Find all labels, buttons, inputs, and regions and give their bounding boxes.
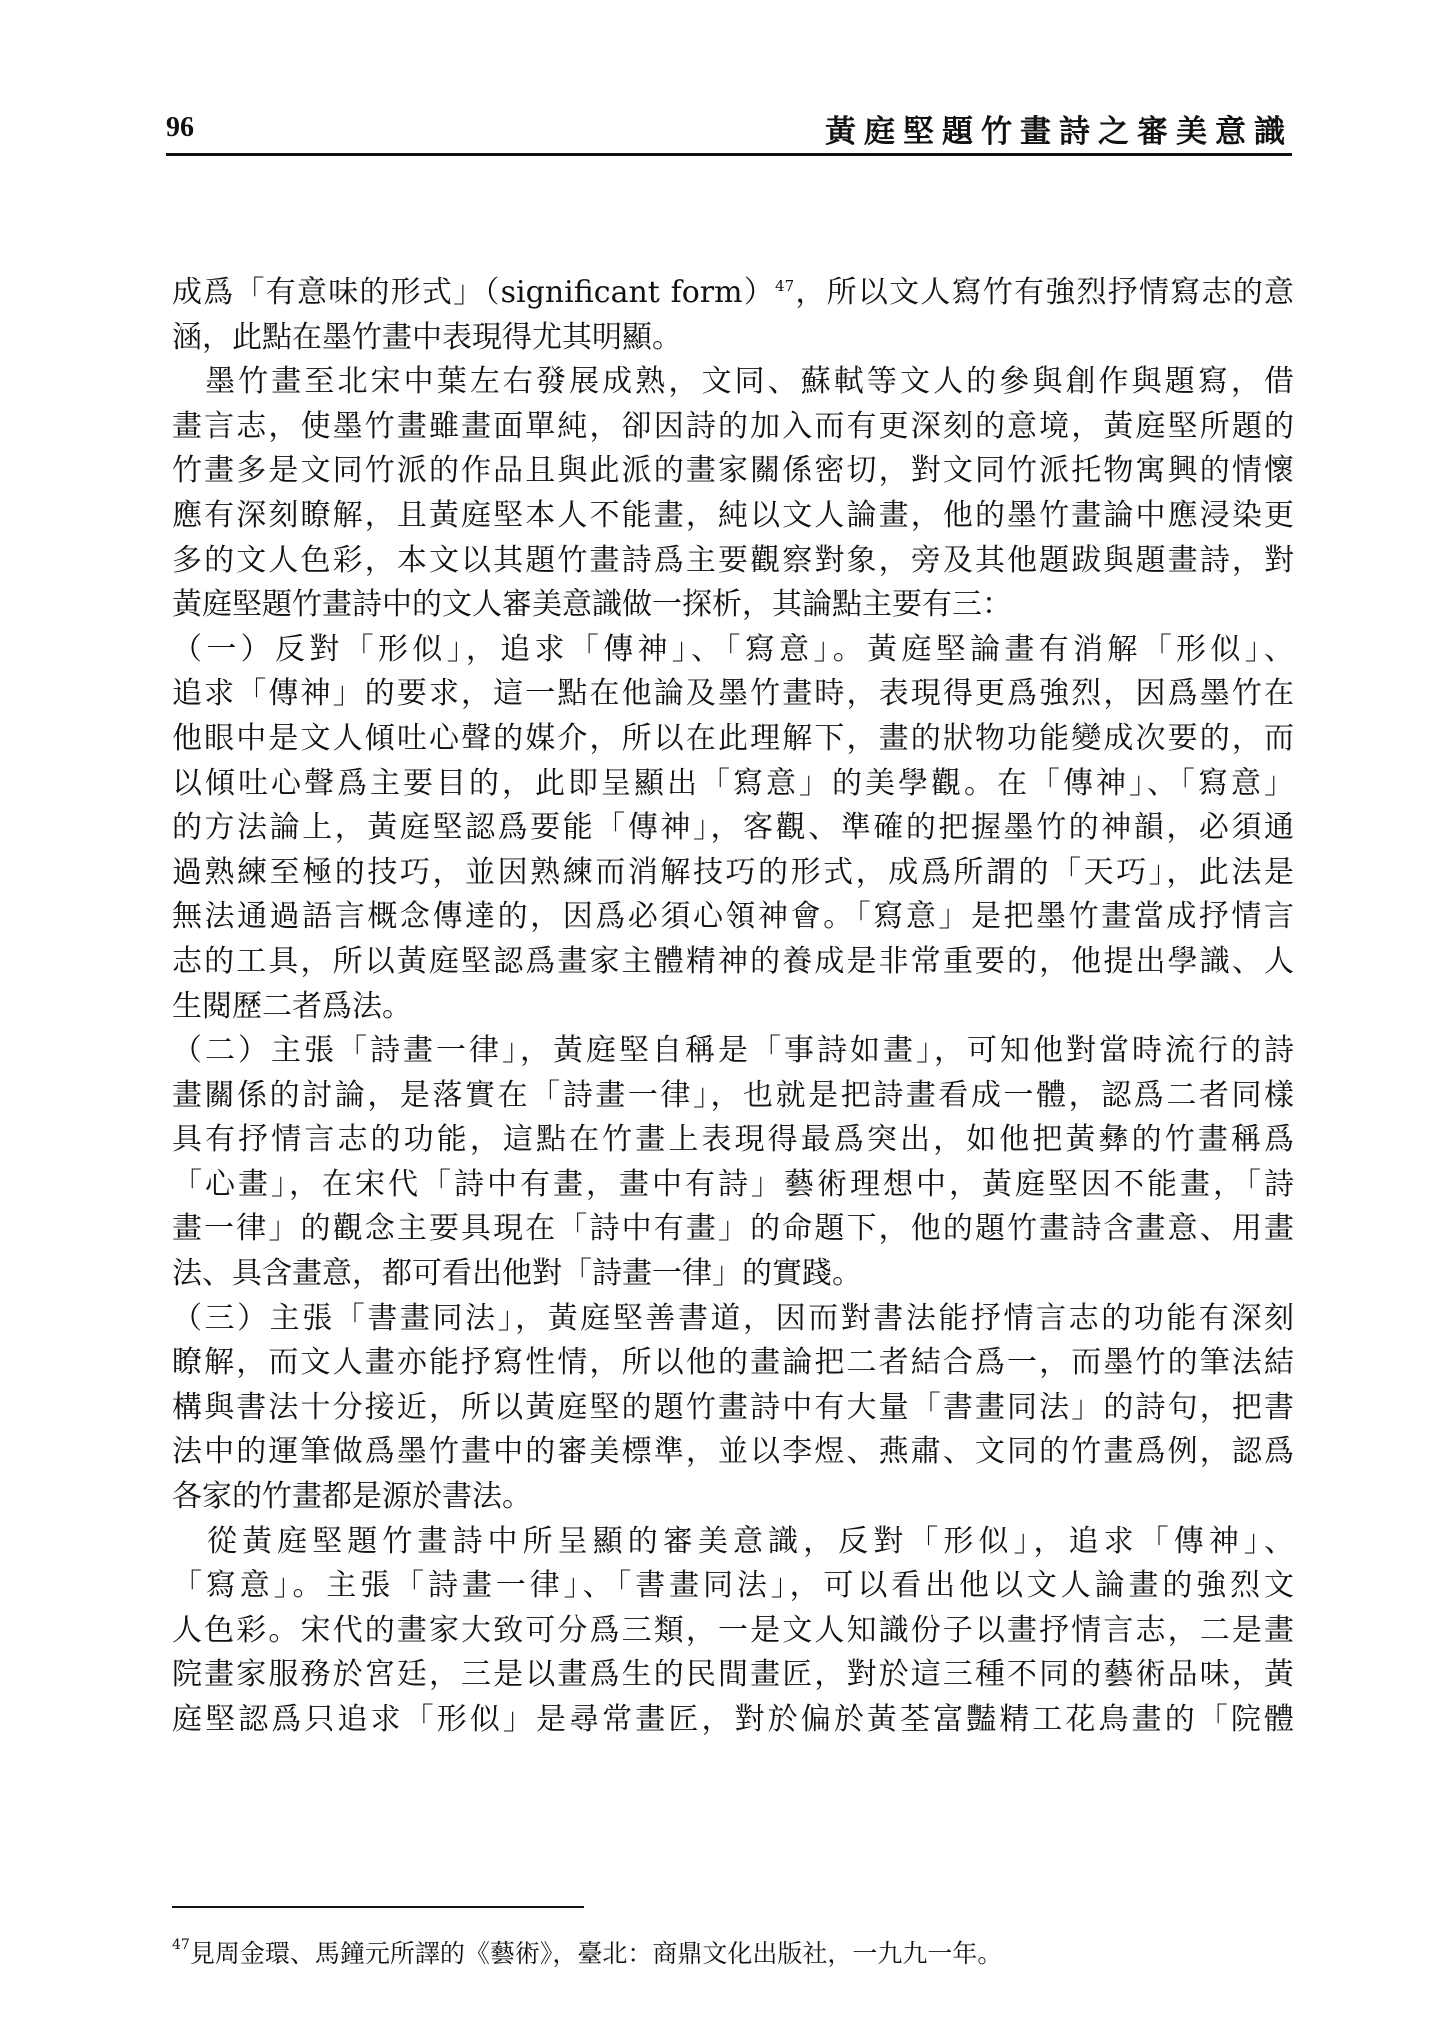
header-rule bbox=[166, 153, 1292, 156]
text-line bbox=[172, 1074, 1294, 1119]
text-line bbox=[172, 1653, 1294, 1698]
text-line-content: 畫關係的討論，是落實在「詩畫一律」，也就是把詩畫看成一體，認爲二者同樣 bbox=[172, 1077, 1294, 1113]
text-line bbox=[172, 1297, 1294, 1342]
text-line-content: 畫一律」的觀念主要具現在「詩中有畫」的命題下，他的題竹畫詩含畫意、用畫 bbox=[172, 1211, 1294, 1247]
text-line-content: 應有深刻瞭解，且黃庭堅本人不能畫，純以文人論畫，他的墨竹畫論中應浸染更 bbox=[172, 497, 1294, 533]
text-line bbox=[172, 494, 1294, 539]
text-line bbox=[172, 1698, 1294, 1743]
text-line bbox=[172, 1475, 1294, 1520]
text-line bbox=[172, 583, 1294, 628]
text-line bbox=[172, 806, 1294, 851]
text-line bbox=[172, 1252, 1294, 1297]
footnote-rule bbox=[172, 1906, 584, 1908]
text-line bbox=[172, 1207, 1294, 1252]
text-line bbox=[172, 717, 1294, 762]
footnote-number: 47 bbox=[172, 1937, 190, 1953]
text-line bbox=[172, 672, 1294, 717]
text-line bbox=[172, 628, 1294, 673]
text-line bbox=[172, 316, 1294, 361]
text-line-content: 涵，此點在墨竹畫中表現得尤其明顯。 bbox=[172, 319, 682, 355]
text-line-content: （一）反對「形似」，追求「傳神」、「寫意」。黃庭堅論畫有消解「形似」、 bbox=[172, 631, 1294, 667]
text-line bbox=[172, 449, 1294, 494]
text-line-content: 構與書法十分接近，所以黃庭堅的題竹畫詩中有大量「書畫同法」的詩句，把書 bbox=[172, 1389, 1294, 1425]
text-line-content: （二）主張「詩畫一律」，黃庭堅自稱是「事詩如畫」，可知他對當時流行的詩 bbox=[172, 1033, 1294, 1069]
text-line bbox=[172, 985, 1294, 1030]
text-line-content: （三）主張「書畫同法」，黃庭堅善書道，因而對書法能抒情言志的功能有深刻 bbox=[172, 1300, 1294, 1336]
text-line-content: 他眼中是文人傾吐心聲的媒介，所以在此理解下，畫的狀物功能變成次要的，而 bbox=[172, 720, 1294, 756]
text-line-continuation: ，所以文人寫竹有強烈抒情寫志的意 bbox=[794, 275, 1294, 310]
text-line bbox=[172, 1163, 1294, 1208]
text-line-content: 墨竹畫至北宋中葉左右發展成熟，文同、蘇軾等文人的參與創作與題寫，借 bbox=[172, 364, 1294, 400]
text-line-content: 法中的運筆做爲墨竹畫中的審美標準，並以李煜、燕肅、文同的竹畫爲例，認爲 bbox=[172, 1434, 1294, 1470]
text-line-content: 過熟練至極的技巧，並因熟練而消解技巧的形式，成爲所謂的「天巧」，此法是 bbox=[172, 854, 1294, 890]
text-line bbox=[172, 895, 1294, 940]
text-line-content: 各家的竹畫都是源於書法。 bbox=[172, 1479, 532, 1515]
text-line bbox=[172, 1430, 1294, 1475]
text-line-content: 竹畫多是文同竹派的作品且與此派的畫家關係密切，對文同竹派托物寓興的情懷 bbox=[172, 453, 1294, 489]
text-line-content: 的方法論上，黃庭堅認爲要能「傳神」，客觀、準確的把握墨竹的神韻，必須通 bbox=[172, 810, 1294, 846]
text-line bbox=[172, 851, 1294, 896]
running-title: 黃庭堅題竹畫詩之審美意識 bbox=[825, 114, 1293, 150]
text-line bbox=[172, 360, 1294, 405]
footnote bbox=[172, 1934, 1002, 1970]
text-line-content: 無法通過語言概念傳達的，因爲必須心領神會。「寫意」是把墨竹畫當成抒情言 bbox=[172, 899, 1294, 935]
text-line bbox=[172, 940, 1294, 985]
text-line-content: 畫言志，使墨竹畫雖畫面單純，卻因詩的加入而有更深刻的意境，黃庭堅所題的 bbox=[172, 408, 1294, 444]
text-line bbox=[172, 1609, 1294, 1654]
text-line bbox=[172, 1564, 1294, 1609]
text-line bbox=[172, 762, 1294, 807]
text-line-content: 瞭解，而文人畫亦能抒寫性情，所以他的畫論把二者結合爲一，而墨竹的筆法結 bbox=[172, 1345, 1294, 1381]
text-line bbox=[172, 271, 1294, 316]
text-line-content: 追求「傳神」的要求，這一點在他論及墨竹畫時，表現得更爲強烈，因爲墨竹在 bbox=[172, 676, 1294, 712]
text-line-content: 法、具含畫意，都可看出他對「詩畫一律」的實踐。 bbox=[172, 1256, 862, 1292]
body-text bbox=[172, 271, 1294, 1743]
text-line-content: 生閱歷二者爲法。 bbox=[172, 988, 412, 1024]
text-line bbox=[172, 539, 1294, 584]
text-line-content: 從黃庭堅題竹畫詩中所呈顯的審美意識，反對「形似」，追求「傳神」、 bbox=[172, 1523, 1294, 1559]
text-line-content: 以傾吐心聲爲主要目的，此即呈顯出「寫意」的美學觀。在「傳神」、「寫意」 bbox=[172, 765, 1294, 801]
page-number: 96 bbox=[166, 112, 194, 143]
text-line-content: 院畫家服務於宮廷，三是以畫爲生的民間畫匠，對於這三種不同的藝術品味，黃 bbox=[172, 1657, 1294, 1693]
text-line-content: 庭堅認爲只追求「形似」是尋常畫匠，對於偏於黃荃富豔精工花鳥畫的「院體 bbox=[172, 1702, 1294, 1737]
text-line-content: 「心畫」，在宋代「詩中有畫，畫中有詩」藝術理想中，黃庭堅因不能畫，「詩 bbox=[172, 1166, 1294, 1202]
text-line-content: 人色彩。宋代的畫家大致可分爲三類，一是文人知識份子以畫抒情言志，二是畫 bbox=[172, 1612, 1294, 1648]
text-line-content: 具有抒情言志的功能，這點在竹畫上表現得最爲突出，如他把黃彝的竹畫稱爲 bbox=[172, 1122, 1294, 1158]
text-line-content: 志的工具，所以黃庭堅認爲畫家主體精神的養成是非常重要的，他提出學識、人 bbox=[172, 943, 1294, 979]
text-line-content: 多的文人色彩，本文以其題竹畫詩爲主要觀察對象，旁及其他題跋與題畫詩，對 bbox=[172, 542, 1294, 578]
text-line-content: 黃庭堅題竹畫詩中的文人審美意識做一探析，其論點主要有三： bbox=[172, 587, 1012, 623]
text-line-content: 成爲「有意味的形式」（significant form） bbox=[172, 275, 776, 310]
text-line bbox=[172, 1029, 1294, 1074]
text-line bbox=[172, 1386, 1294, 1431]
text-line bbox=[172, 1341, 1294, 1386]
text-line bbox=[172, 1520, 1294, 1565]
footnote-reference: 47 bbox=[775, 277, 795, 295]
text-line bbox=[172, 1118, 1294, 1163]
footnote-text: 見周金環、馬鐘元所譯的《藝術》，臺北：商鼎文化出版社，一九九一年。 bbox=[189, 1939, 1003, 1968]
text-line-content: 「寫意」。主張「詩畫一律」、「書畫同法」，可以看出他以文人論畫的強烈文 bbox=[172, 1568, 1294, 1604]
text-line bbox=[172, 405, 1294, 450]
